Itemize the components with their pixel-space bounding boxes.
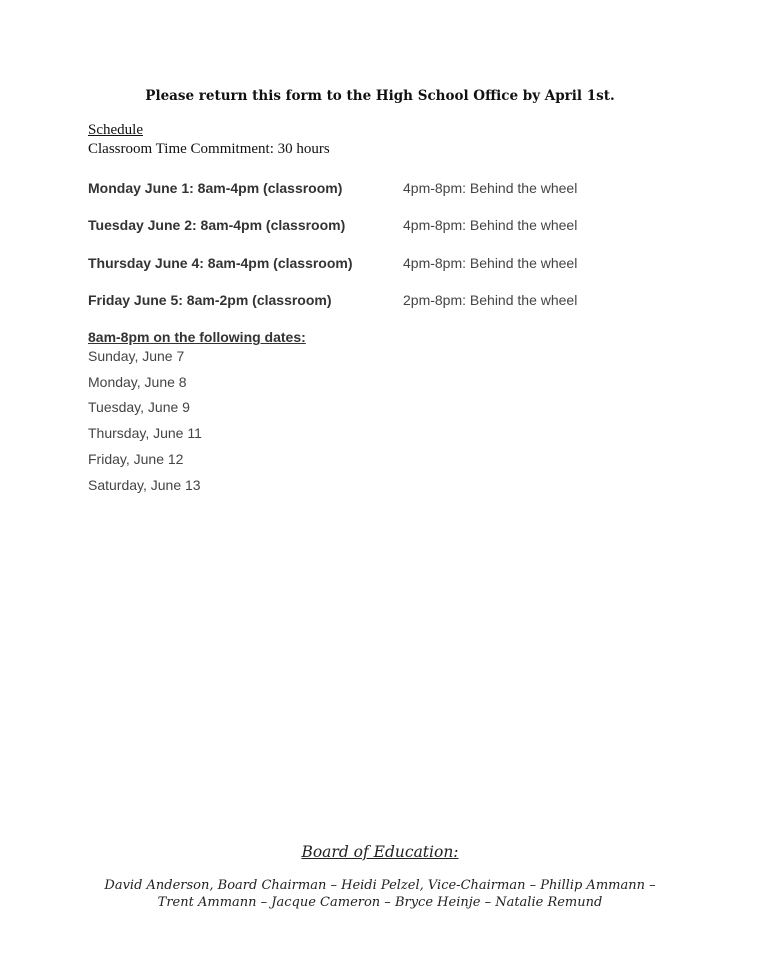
classroom-time-commitment: Classroom Time Commitment: 30 hours <box>88 141 330 157</box>
classroom-session: Thursday June 4: 8am-4pm (classroom) <box>88 255 353 271</box>
date-item: Monday, June 8 <box>88 374 187 390</box>
date-item: Friday, June 12 <box>88 451 184 467</box>
board-members-list: David Anderson, Board Chairman – Heidi Pelzel, Vice-Chairman – Phillip Ammann – Trent Ammann – Jacque Cameron – Bryce Heinje – Natalie Remund <box>104 878 656 910</box>
behind-the-wheel-session: 4pm-8pm: Behind the wheel <box>403 180 578 196</box>
classroom-session: Monday June 1: 8am-4pm (classroom) <box>88 180 343 196</box>
behind-the-wheel-session: 4pm-8pm: Behind the wheel <box>403 217 578 233</box>
additional-dates-heading: 8am-8pm on the following dates: <box>88 329 306 345</box>
return-form-notice: Please return this form to the High School Office by April 1st. <box>145 88 615 104</box>
classroom-session: Friday June 5: 8am-2pm (classroom) <box>88 292 332 308</box>
behind-the-wheel-session: 4pm-8pm: Behind the wheel <box>403 255 578 271</box>
board-of-education-title: Board of Education: <box>301 843 459 861</box>
date-item: Thursday, June 11 <box>88 425 202 441</box>
behind-the-wheel-session: 2pm-8pm: Behind the wheel <box>403 292 578 308</box>
classroom-session: Tuesday June 2: 8am-4pm (classroom) <box>88 217 346 233</box>
date-item: Tuesday, June 9 <box>88 399 190 415</box>
date-item: Saturday, June 13 <box>88 477 201 493</box>
schedule-row <box>88 255 708 275</box>
schedule-row <box>88 217 708 237</box>
schedule-row <box>88 180 708 200</box>
date-item: Sunday, June 7 <box>88 348 185 364</box>
schedule-row <box>88 292 708 312</box>
schedule-heading: Schedule <box>88 122 143 138</box>
